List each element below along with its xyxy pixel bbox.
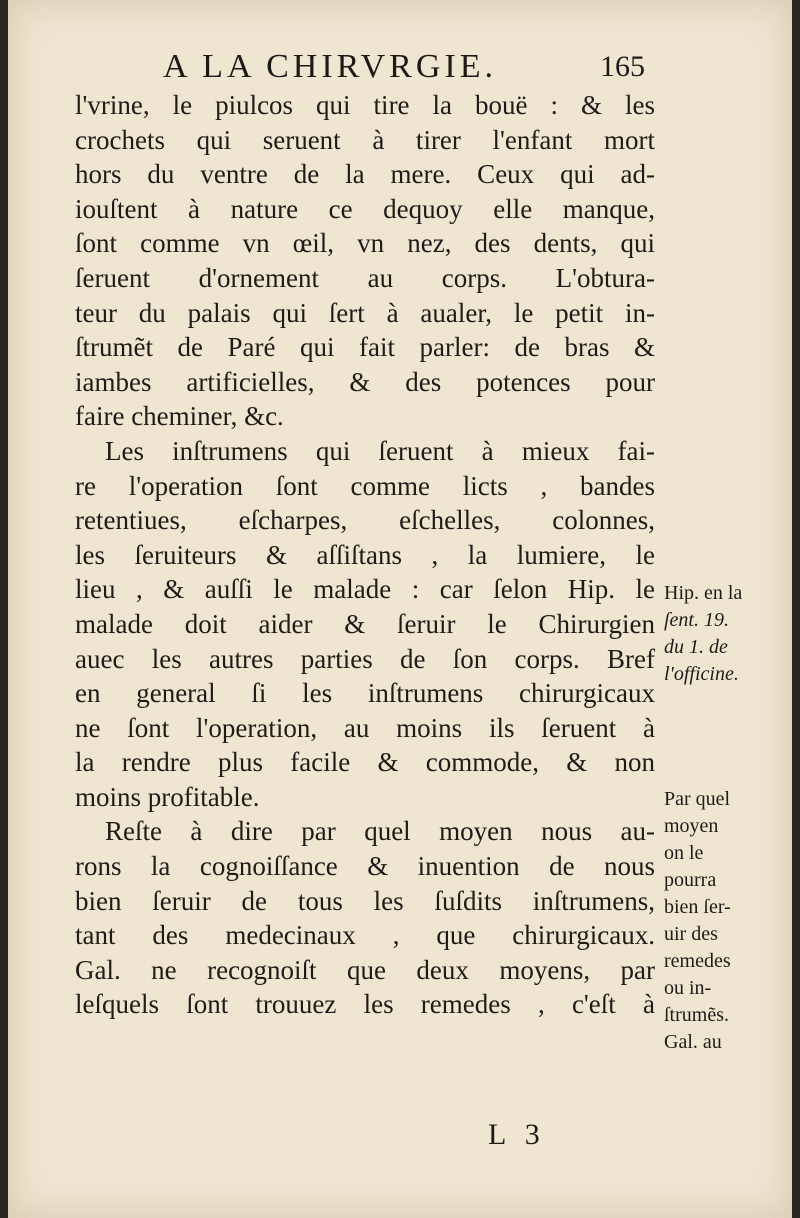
text-line: hors du ventre de la mere. Ceux qui ad-	[75, 159, 655, 190]
text-line: faire cheminer, &c.	[75, 401, 284, 432]
margin-note-line: uir des	[664, 923, 718, 945]
text-line: l'vrine, le piulcos qui tire la bouë : & les	[75, 90, 655, 120]
text-line: tant des medecinaux , que chirurgicaux.	[75, 920, 655, 951]
text-line: moins profitable.	[75, 781, 260, 812]
text-line: crochets qui seruent à tirer l'enfant mort	[75, 124, 655, 155]
book-page	[8, 0, 792, 1218]
paragraph-start-line: Les inſtrumens qui ſeruent à mieux fai-	[105, 435, 655, 466]
text-line: ne ſont l'operation, au moins ils ſeruent à	[75, 712, 655, 743]
text-line: iouſtent à nature ce dequoy elle manque,	[75, 193, 655, 224]
text-line: iambes artificielles, & des potences pour	[75, 366, 655, 397]
text-line: ſeruent d'ornement au corps. L'obtura-	[75, 262, 655, 293]
text-line: re l'operation ſont comme licts , bandes	[75, 470, 655, 501]
running-title: A LA CHIRVRGIE.	[163, 48, 498, 85]
margin-note-line: du 1. de	[664, 636, 728, 658]
margin-note-line: ou in-	[664, 977, 712, 999]
text-line: lieu , & auſſi le malade : car ſelon Hip. le	[75, 574, 655, 605]
text-line: bien ſeruir de tous les ſuſdits inſtrumens,	[75, 885, 655, 916]
margin-note-line: ſent. 19.	[664, 609, 729, 631]
running-head	[8, 48, 792, 88]
margin-note-hippocrates	[664, 580, 784, 688]
text-line: Gal. ne recognoiſt que deux moyens, par	[75, 954, 655, 985]
text-line: ſtrumẽt de Paré qui fait parler: de bras &	[75, 332, 655, 363]
page-number: 165	[600, 50, 645, 83]
text-line: rons la cognoiſſance & inuention de nous	[75, 851, 655, 882]
margin-note-line: l'officine.	[664, 663, 739, 685]
text-line: leſquels ſont trouuez les remedes , c'eſt à	[75, 989, 655, 1020]
text-line: malade doit aider & ſeruir le Chirurgien	[75, 608, 655, 639]
paragraph-start-line: Reſte à dire par quel moyen nous au-	[105, 816, 655, 847]
margin-note-line: Gal. au	[664, 1031, 722, 1053]
text-line: teur du palais qui ſert à aualer, le petit in-	[75, 297, 655, 328]
margin-note-line: on le	[664, 842, 704, 864]
text-line: ſont comme vn œil, vn nez, des dents, qui	[75, 228, 655, 259]
text-line: retentiues, eſcharpes, eſchelles, colonnes,	[75, 505, 655, 536]
text-line: auec les autres parties de ſon corps. Bref	[75, 643, 655, 674]
signature-mark: L 3	[488, 1118, 546, 1151]
margin-note-line: ſtrumẽs.	[664, 1004, 729, 1026]
text-line: en general ſi les inſtrumens chirurgicaux	[75, 678, 655, 709]
margin-note-line: remedes	[664, 950, 731, 972]
margin-note-line: bien ſer-	[664, 896, 731, 918]
text-line: la rendre plus facile & commode, & non	[75, 747, 655, 778]
margin-note-line: Hip. en la	[664, 582, 743, 604]
margin-note-line: pourra	[664, 869, 717, 891]
text-line: les ſeruiteurs & aſſiſtans , la lumiere, le	[75, 539, 655, 570]
body-text	[75, 88, 655, 1022]
margin-note-line: Par quel	[664, 788, 731, 810]
margin-note-line: moyen	[664, 815, 719, 837]
margin-note-moyen	[664, 786, 784, 1056]
